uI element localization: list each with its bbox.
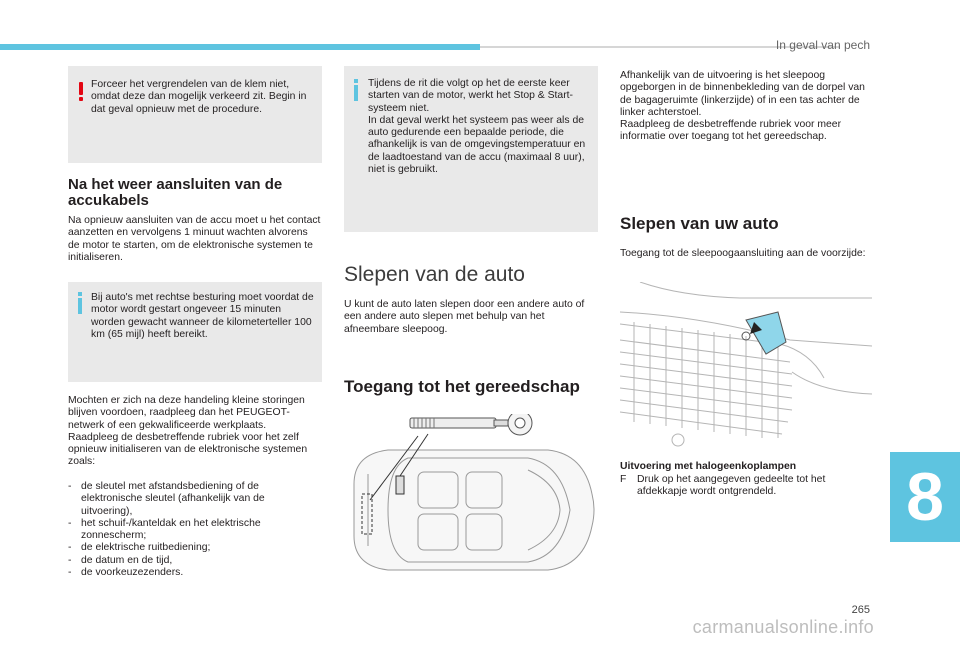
paragraph-sleepoog: Afhankelijk van de uitvoering is het sleepoog opgeborgen in de binnenbekleding van de dorpel van de bagageruimte (linkerzijde) of in een tas achter de linker achterstoel. Raadpleeg de desbetreffende rubriek voor meer informatie over toegang tot het gereedschap. [620, 70, 865, 143]
front-grille-illustration [620, 282, 872, 454]
section-title: In geval van pech [775, 38, 870, 52]
car-tool-illustration [348, 414, 602, 574]
info-text: Bij auto's met rechtse besturing moet voordat de motor wordt gestart ongeveer 15 minuten worden gewacht wanneer de kilometerteller 100 km (65 mijl) heeft bereikt. [91, 292, 314, 340]
paragraph-reconnect: Na opnieuw aansluiten van de accu moet u het contact aanzetten en vervolgens 1 minuut wachten alvorens de motor te starten, om de elektronische systemen te initialiseren. [68, 215, 321, 263]
chapter-tab: 8 [890, 452, 960, 542]
list-item: - de elektrische ruitbediening; [68, 542, 211, 554]
warning-text: Forceer het vergrendelen van de klem niet, omdat deze dan mogelijk verkeerd zit. Begin in dat geval opnieuw met de procedure. [91, 79, 307, 115]
paragraph-slepen: U kunt de auto laten slepen door een andere auto of een andere auto slepen met behulp van het afneembare sleepoog. [344, 299, 585, 335]
warning-icon [78, 82, 84, 102]
header-accent-bar [0, 44, 480, 50]
paragraph-toegang: Toegang tot de sleepoogaansluiting aan de voorzijde: [620, 248, 866, 259]
heading-accukabels: Na het weer aansluiten van de accukabels [68, 176, 283, 209]
list-item: - het schuif-/kanteldak en het elektrische zonnescherm; [68, 517, 261, 542]
list-item: - de datum en de tijd, [68, 554, 173, 566]
info-icon [353, 79, 359, 101]
watermark: carmanualsonline.info [692, 617, 874, 637]
info-icon [77, 292, 83, 314]
heading-gereedschap: Toegang tot het gereedschap [344, 377, 580, 396]
page-number: 265 [851, 604, 870, 616]
paragraph-storingen: Mochten er zich na deze handeling kleine storingen blijven voordoen, raadpleeg dan het PEUGEOT-netwerk of een gekwalificeerde werkplaats. Raadpleeg de desbetreffende rubriek voor het zelf opnieuw initialiseren van de elektronische systemen zoals: [68, 395, 308, 468]
caption-halogeen: Uitvoering met halogeenkoplampen [620, 461, 797, 472]
list-item: - de sleutel met afstandsbediening of de elektronische sleutel (afhankelijk van de uitvoering), [68, 481, 265, 517]
reinit-list [68, 481, 318, 579]
bullet-f-mark: F [620, 474, 627, 485]
list-item: - de voorkeuzezenders. [68, 567, 184, 579]
heading-slepen: Slepen van de auto [344, 263, 525, 286]
heading-slepen-uw-auto: Slepen van uw auto [620, 214, 779, 233]
bullet-druk: Druk op het aangegeven gedeelte tot het afdekkapje wordt ontgrendeld. [637, 474, 826, 498]
info-text-stopstart: Tijdens de rit die volgt op het de eerste keer starten van de motor, werkt het Stop & Start-systeem niet. In dat geval werkt het systeem pas weer als de auto gedurende een bepaalde periode, die afhankelijk is van de omgevingstemperatuur en de laadtoestand van de accu (maximaal 8 uur), niet is gebruikt. [368, 78, 586, 176]
